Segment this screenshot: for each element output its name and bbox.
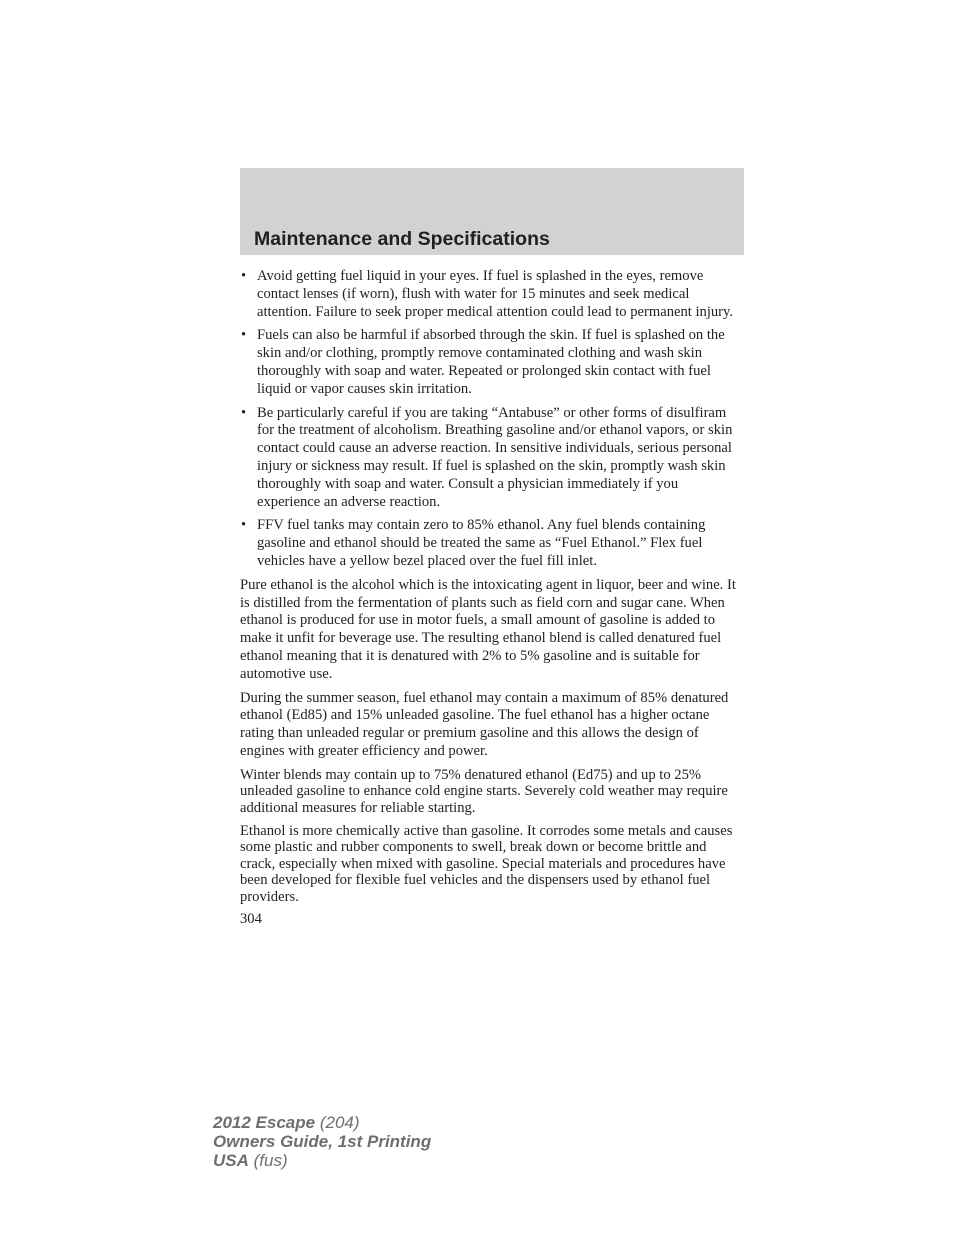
bullet-item-skin: • Fuels can also be harmful if absorbed through the skin. If fuel is splashed on the skin and/or clothing, promptly remove contaminated clothing and wash skin thoroughly with soap and water. Repeated or prolonged skin contact with fuel liquid or vapor causes skin irritation. — [240, 327, 744, 398]
page-body — [240, 268, 744, 929]
footer-guide: Owners Guide, 1st Printing — [213, 1132, 432, 1151]
section-title: Maintenance and Specifications — [254, 228, 550, 250]
paragraph-winter-blends: Winter blends may contain up to 75% denatured ethanol (Ed75) and up to 25% unleaded gasoline to enhance cold engine starts. Severely cold weather may require additional measures for reliable starting. — [240, 766, 728, 816]
footer-market: USA — [213, 1151, 249, 1170]
footer-model-line — [213, 1113, 431, 1132]
bullet-item-eyes: • Avoid getting fuel liquid in your eyes. If fuel is splashed in the eyes, remove contact lenses (if worn), flush with water for 15 minutes and seek medical attention. Failure to seek proper medical attention could lead to permanent injury. — [240, 268, 744, 321]
footer-model: 2012 Escape — [213, 1113, 316, 1132]
safety-bullet-list — [240, 268, 744, 571]
footer-market-code: (fus) — [253, 1151, 288, 1170]
footer-guide-line — [213, 1132, 431, 1151]
page-number: 304 — [240, 911, 262, 928]
footer-model-code: (204) — [319, 1113, 360, 1132]
bullet-item-antabuse: • Be particularly careful if you are taking “Antabuse” or other forms of disulfiram for the treatment of alcoholism. Breathing gasoline and/or ethanol vapors, or skin contact could cause an adverse reaction. In sensitive individuals, serious personal injury or sickness may result. If fuel is splashed on the skin, promptly wash skin thoroughly with soap and water. Consult a physician immediately if you experience an adverse reaction. — [240, 405, 744, 512]
paragraph-pure-ethanol: Pure ethanol is the alcohol which is the intoxicating agent in liquor, beer and wine. It is distilled from the fermentation of plants such as field corn and sugar cane. When ethanol is produced for use in motor fuels, a small amount of gasoline is added to make it unfit for beverage use. The resulting ethanol blend is called denatured fuel ethanol meaning that it is denatured with 2% to 5% gasoline and is suitable for automotive use. — [240, 576, 736, 682]
paragraph-summer-season: During the summer season, fuel ethanol may contain a maximum of 85% denatured ethanol (Ed85) and 15% unleaded gasoline. The fuel ethanol has a higher octane rating than unleaded regular or premium gasoline and this allows the design of engines with greater efficiency and power. — [240, 689, 729, 759]
footer-market-line — [213, 1151, 431, 1170]
print-footer — [213, 1113, 431, 1170]
paragraph-chemical-activity: Ethanol is more chemically active than gasoline. It corrodes some metals and causes some plastic and rubber components to swell, break down or become brittle and crack, especially when mixed with gasoline. Special materials and procedures have been developed for flexible fuel vehicles and the dispensers used by ethanol fuel providers. — [240, 822, 733, 905]
bullet-item-ffv-tanks: • FFV fuel tanks may contain zero to 85% ethanol. Any fuel blends containing gasoline and ethanol should be treated the same as “Fuel Ethanol.” Flex fuel vehicles have a yellow bezel placed over the fuel fill inlet. — [240, 517, 744, 570]
section-header-band — [240, 168, 744, 255]
